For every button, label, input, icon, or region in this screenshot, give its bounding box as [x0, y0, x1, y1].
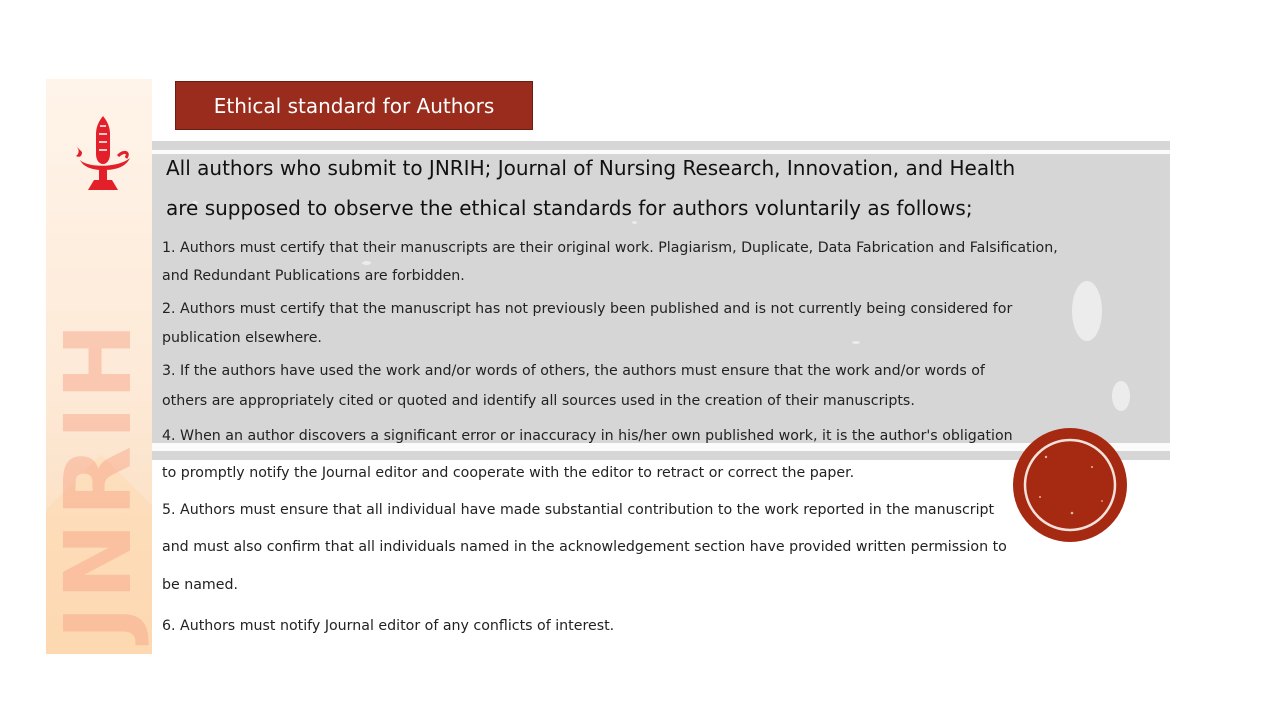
- item-4-line-2: to promptly notify the Journal editor and cooperate with the editor to retract or correct the paper.: [162, 465, 855, 481]
- item-4-line-1: 4. When an author discovers a significant error or inaccuracy in his/her own published work, it is the author's obligation: [162, 428, 1013, 444]
- texture-speck: [362, 261, 371, 265]
- lamp-emblem-icon: [74, 114, 132, 194]
- item-1-line-1: 1. Authors must certify that their manuscripts are their original work. Plagiarism, Duplicate, Data Fabrication and Falsification,: [162, 240, 1058, 256]
- item-6-line-1: 6. Authors must notify Journal editor of any conflicts of interest.: [162, 618, 615, 634]
- item-5-line-2: and must also confirm that all individuals named in the acknowledgement section have provided written permission to: [162, 539, 1007, 555]
- texture-speck: [852, 341, 860, 344]
- texture-speck: [1112, 381, 1130, 411]
- intro-line-1: All authors who submit to JNRIH; Journal of Nursing Research, Innovation, and Health: [166, 156, 1016, 180]
- intro-paragraph: [166, 148, 1066, 228]
- jnrih-watermark: JNRIH: [45, 316, 152, 640]
- item-5-line-3: be named.: [162, 577, 238, 593]
- page-title: Ethical standard for Authors: [213, 93, 495, 118]
- texture-speck: [1072, 281, 1102, 341]
- item-5-line-1: 5. Authors must ensure that all individual have made substantial contribution to the work reported in the manuscript: [162, 502, 995, 518]
- item-2-line-1: 2. Authors must certify that the manuscript has not previously been published and is not currently being considered for: [162, 301, 1013, 317]
- item-3-line-1: 3. If the authors have used the work and/or words of others, the authors must ensure that the work and/or words of: [162, 363, 985, 379]
- intro-line-2: are supposed to observe the ethical standards for authors voluntarily as follows;: [166, 196, 973, 220]
- title-banner: [175, 81, 533, 130]
- red-circle-seal-icon: [1012, 427, 1128, 543]
- item-2-line-2: publication elsewhere.: [162, 330, 322, 346]
- item-3-line-2: others are appropriately cited or quoted and identify all sources used in the creation of their manuscripts.: [162, 393, 915, 409]
- item-1-line-2: and Redundant Publications are forbidden.: [162, 268, 465, 284]
